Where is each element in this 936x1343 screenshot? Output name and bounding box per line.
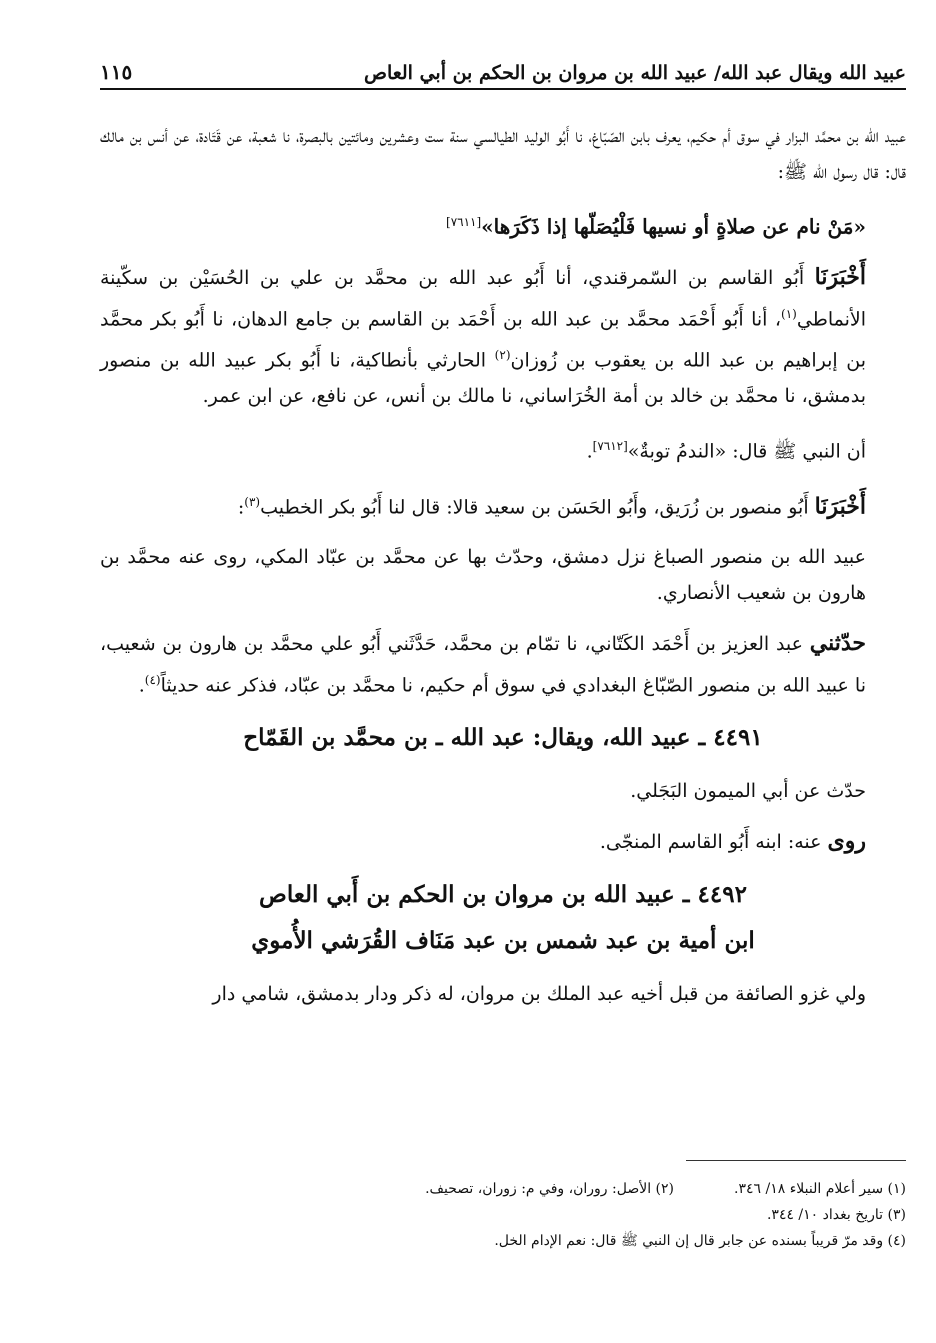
paragraph: [100, 484, 906, 525]
entry-heading: ٤٤٩٢ ـ عبيد الله بن مروان بن الحكم بن أَبي العاص: [259, 881, 747, 909]
running-title: عبيد الله ويقال عبد الله/ عبيد الله بن مروان بن الحكم بن أبي العاص: [363, 62, 906, 84]
colon: :: [237, 495, 245, 518]
footnote-marker: (٢): [494, 347, 511, 362]
footnote: (٤) وقد مرّ قريباً بسنده عن جابر قال إن النبي ﷺ قال: نعم الإدام الخل.: [494, 1233, 906, 1249]
isnad-opener: أَخْبَرَنَا: [814, 263, 866, 290]
paragraph: ولي غزو الصائفة من قبل أخيه عبد الملك بن مروان، له ذكر ودار بدمشق، شامي دار: [212, 983, 866, 1006]
footnote-marker: (٤): [144, 672, 161, 687]
footnote: (١) سير أعلام النبلاء ١٨/ ٣٤٦.: [734, 1181, 906, 1197]
entry-heading: ٤٤٩١ ـ عبيد الله، ويقال: عبد الله ـ بن محمَّد بن القَمّاح: [243, 724, 763, 752]
label-rawa: روى: [827, 828, 866, 855]
paragraph: عبيد الله بن محمَّد البزار في سوق أم حكيم، يعرف بابن الصّبّاغ، نا أَبُو الوليد الطيالسي سنة ست وعشرين ومائتين بالبصرة، نا شعبة، عن قَتَادة، عن أنس بن مالك قال: قال رسول الله ﷺ:: [100, 125, 906, 183]
page-number: ١١٥: [100, 60, 133, 84]
footnote-row: [100, 1176, 906, 1202]
hadith-number: [٧٦١١]: [446, 215, 482, 229]
isnad-text: الحارثي بأنطاكية، نا أَبُو بكر عبيد الله بن منصور بدمشق، نا محمَّد بن خالد بن أمة الخُرَاساني، نا مالك بن أنس، عن نافع، عن ابن عمر.: [100, 349, 866, 408]
footnote: (٢) الأصل: روران، وفي م: زوران، تصحيف.: [425, 1181, 675, 1197]
footnote-marker: (٣): [244, 494, 261, 509]
footnote-marker: (١): [781, 306, 797, 321]
paragraph: عبيد الله بن منصور الصباغ نزل دمشق، وحدّث بها عن محمَّد بن عبّاد المكي، روى عنه محمَّد بن هارون بن شعيب الأنصاري.: [100, 545, 866, 604]
isnad-text: أَبُو منصور بن زُرَيق، وأَبُو الحَسَن بن سعيد قالا: قال لنا أَبُو بكر الخطيب: [260, 495, 809, 518]
hadith-text: [100, 204, 906, 245]
hadith-number: [٧٦١٢]: [592, 439, 628, 454]
paragraph: أن النبي ﷺ قال: «الندمُ توبةٌ»[٧٦١٢].: [586, 439, 866, 463]
paragraph: حدّث عن أبي الميمون البَجَلي.: [630, 780, 866, 803]
isnad-opener: حدّثني: [809, 629, 866, 656]
hadith-quote: «مَنْ نام عن صلاةٍ أو نسيها فَلْيُصَلّها إذا ذَكَرَها»: [481, 214, 866, 239]
footnote-divider: [686, 1160, 906, 1161]
paragraph: [100, 823, 906, 860]
paragraph: [100, 259, 906, 415]
paragraph: حدّثني عبد العزيز بن أَحْمَد الكَتّاني، نا تمّام بن محمَّد، حَدَّثَني أَبُو علي محمَّد بن هارون بن شعيب، نا عبيد الله بن منصور الصّبّاغ البغدادي في سوق أم حكيم، نا محمَّد بن عبّاد، فذكر عنه حديثاً$^{(٤)}$.: [100, 629, 866, 697]
isnad-opener: أَخْبَرَنَا: [814, 492, 866, 519]
hadith-quote: أن النبي ﷺ قال: «الندمُ توبةٌ»: [627, 440, 866, 463]
narrator-text: عنه: ابنه أَبُو القاسم المنجّى.: [599, 831, 822, 854]
isnad-text: ، أنا أَبُو أَحْمَد محمَّد بن عبد الله بن أَحْمَد بن القاسم بن جامع الدهان، نا أَبُو بكر محمَّد بن إبراهيم بن عبد الله بن يعقوب بن زُوزان: [100, 307, 866, 372]
footnotes: [100, 1176, 906, 1254]
page-header: [100, 44, 906, 90]
footnote: (٣) تاريخ بغداد ١٠/ ٣٤٤.: [766, 1207, 906, 1223]
isnad-text: عبد العزيز بن أَحْمَد الكَتّاني، نا تمّام بن محمَّد، حَدَّثَني أَبُو علي محمَّد بن هارون بن شعيب، نا عبيد الله بن منصور الصّبّاغ البغدادي في سوق أم حكيم، نا محمَّد بن عبّاد، فذكر عنه حديثاً: [100, 632, 866, 697]
entry-heading-continued: ابن أمية بن عبد شمس بن عبد مَنَاف القُرَشي الأُموي: [251, 927, 755, 955]
isnad-text: أَبُو القاسم بن السّمرقندي، أنا أَبُو عبد الله بن محمَّد بن علي بن الحُسَيْن بن سكّينة الأنماطي: [100, 266, 866, 330]
main-text: [100, 118, 906, 1026]
